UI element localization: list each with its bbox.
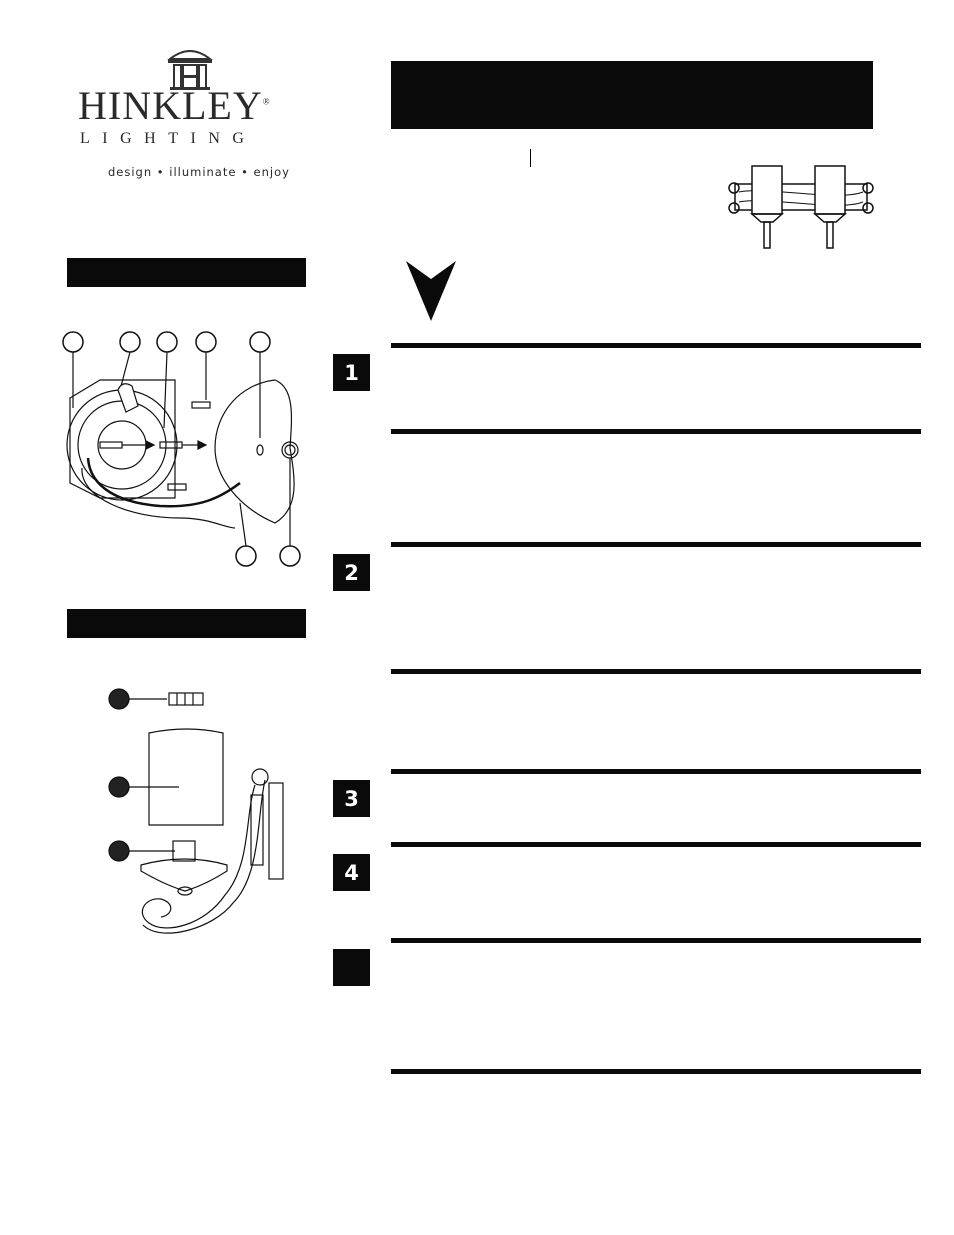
step-badge-5 (333, 949, 370, 986)
rule-6 (391, 842, 921, 847)
step-badge-4: 4 (333, 854, 370, 891)
rule-8 (391, 1069, 921, 1074)
subtitle-divider (530, 149, 531, 167)
step-badge-2: 2 (333, 554, 370, 591)
vanity-fixture-illustration (727, 162, 875, 252)
caution-arrow-icon (404, 261, 458, 321)
brand-subname: LIGHTING (80, 130, 257, 147)
rule-3 (391, 542, 921, 547)
brand-tagline: design • illuminate • enjoy (108, 165, 290, 179)
rule-1 (391, 343, 921, 348)
rule-2 (391, 429, 921, 434)
rule-7 (391, 938, 921, 943)
brand-name: HINKLEY® (78, 83, 271, 128)
rule-4 (391, 669, 921, 674)
section-bar-assembly (67, 609, 306, 638)
step-badge-3: 3 (333, 780, 370, 817)
section-bar-mounting (67, 258, 306, 287)
rule-5 (391, 769, 921, 774)
title-bar (391, 61, 873, 129)
assembly-diagram (105, 685, 290, 945)
mounting-diagram (60, 328, 310, 573)
step-badge-1: 1 (333, 354, 370, 391)
